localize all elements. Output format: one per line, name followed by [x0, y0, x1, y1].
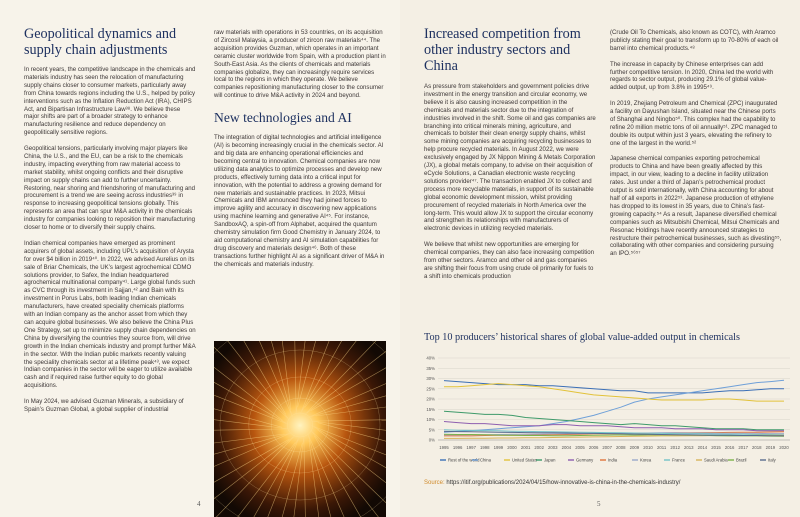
- y-tick-label: 15%: [426, 406, 435, 412]
- y-tick-label: 25%: [426, 386, 435, 392]
- paragraph: In 2019, Zhejiang Petroleum and Chemical (ZPC) inaugurated a facility on Dayushan Island, situated near the Chinese ports of Shanghai and Ningbo⁵⁰. This complex had the capability to refine 20 million metric tons of oil annually⁵¹. ZPC managed to double its output within just 3 years, elevating the refinery to one of the largest in the world.⁵²: [610, 100, 778, 147]
- y-tick-label: 20%: [426, 396, 435, 402]
- source-label: Source:: [424, 480, 445, 486]
- paragraph: In recent years, the competitive landscape in the chemicals and materials industry has seen the relocation of manufacturing supply chains closer to consumer markets, particularly away from China towards regions including the U.S., helped by policy interventions such as the Inflation Reduction Act (IRA), CHIPS Act, and Bipartisan Infrastructure Law³⁸. We believe these major shifts are part of a broader strategy to enhance manufacturing resilience and reduce dependency on geopolitically sensitive regions.: [24, 66, 196, 137]
- x-tick-label: 2010: [643, 445, 653, 450]
- x-tick-label: 2001: [520, 445, 531, 450]
- x-tick-label: 2019: [765, 445, 776, 450]
- x-tick-label: 2012: [670, 445, 680, 450]
- paragraph: Geopolitical tensions, particularly involving major players like China, the U.S., and the EU, can be a risk to the chemicals industry, impacting everything from raw material access to market stability, whilst ongoing conflicts and their disruptive impact on supply chains can add to further uncertainty. Restoring, near shoring and friendshoring of manufacturing and procurement is a trend we are seeing across industries³⁹ in response to increasing geopolitical tensions globally. This represents an area that can spur M&A activity in the chemicals industry for companies looking to reposition their manufacturing closer to home or to diversify their supply chains.: [24, 145, 196, 232]
- legend-label: China: [480, 457, 491, 463]
- y-tick-label: 5%: [428, 427, 435, 433]
- x-tick-label: 2011: [656, 445, 667, 450]
- y-tick-label: 30%: [426, 376, 435, 381]
- legend-label: France: [672, 457, 686, 463]
- x-tick-label: 1997: [466, 445, 476, 450]
- page-number: 5: [597, 500, 601, 508]
- x-tick-label: 2009: [629, 445, 640, 450]
- x-tick-label: 2013: [684, 445, 694, 450]
- digital-tunnel-photo: [214, 341, 386, 517]
- tunnel-illustration: [214, 341, 386, 517]
- source-url[interactable]: https://itif.org/publications/2024/04/15/how-innovative-is-china-in-the-chemicals-industry/: [446, 480, 681, 486]
- series-line: [444, 411, 784, 430]
- x-tick-label: 2014: [697, 445, 708, 450]
- legend-label: Rest of the world: [448, 457, 480, 463]
- legend-label: Italy: [768, 457, 776, 463]
- paragraph: In May 2024, we advised Guzman Minerals, a subsidiary of Spain’s Guzman Global, a global supplier of industrial: [24, 398, 184, 413]
- paragraph: Japanese chemical companies exporting petrochemical products to China and have been greatly affected by this impact, in our view, leading to a decline in facility utilization rates. Just under a third of Japan’s petrochemical product output is sold internationally, with China accounting for about half of all exports in 2022⁵³. Japanese production of ethylene has dropped to its lowest in 35 years, due to China’s fast-growing capacity.⁵⁴ As a result, Japanese diversified chemical companies such as Mitsubishi Chemical, Mitsui Chemicals and Resonac Holdings have recently announced strategies to restructure their petrochemical businesses, such as divesting⁵⁵, collaborating with other companies and considering pursuing an IPO.⁵⁶⁵⁷: [610, 155, 782, 258]
- legend-label: Japan: [544, 457, 556, 463]
- paragraph: raw materials with operations in 53 countries, on its acquisition of Zircosil Malaysia, a producer of zircon raw materials⁴⁴. The acquisition provides Guzman, which operates in an important ceramic cluster worldwide from Spain, with a production plant in South-East Asia. As the clients of chemicals and materials companies globalize, they can increasingly require services local to the regions in which they operate. We believe companies repositioning manufacturing closer to the consumer will continue to drive M&A activity in 2024 and beyond.: [214, 29, 386, 100]
- chart-canvas: [418, 350, 794, 478]
- legend-label: India: [608, 457, 618, 463]
- legend-label: Saudi Arabia: [704, 457, 728, 463]
- paragraph: The integration of digital technologies and artificial intelligence (AI) is becoming increasingly crucial in the chemicals sector. AI and big data are enhancing operational efficiencies and becoming central to innovation. Chemical companies are now utilizing data analytics to optimize processes and develop new products, effectively turning data into a critical input for innovation, with the potential to address a growing demand for new materials and sustainable practices. In 2023, Mitsui Chemicals and IBM announced they had joined forces to improve agility and accuracy in discovering new applications using machine learning and generative AI⁴⁵. For instance, SandboxAQ, a spin-off from Alphabet, acquired the quantum chemistry simulation firm Good Chemistry in January 2024, to aid computational chemistry and AI simulation capabilities for drug discovery and materials design⁴⁶. Both of these transactions further highlight AI as a significant driver of M&A in the chemicals and materials industry.: [214, 134, 385, 268]
- x-tick-label: 1996: [452, 445, 463, 450]
- middle-column: [214, 29, 386, 276]
- x-tick-label: 2007: [602, 445, 612, 450]
- x-tick-label: 1998: [480, 445, 490, 450]
- left-column: [24, 26, 196, 422]
- line-chart: [418, 350, 794, 478]
- section-heading-ai: New technologies and AI: [214, 110, 352, 126]
- legend-label: Brazil: [736, 457, 747, 463]
- x-tick-label: 2015: [711, 445, 721, 450]
- paragraph: The increase in capacity by Chinese enterprises can add further competitive tension. In 2020, China led the world with regards to sector output, producing 29.1% of global value-added output, up from 3.8% in 1995⁴⁹.: [610, 60, 774, 92]
- x-tick-label: 2008: [616, 445, 626, 450]
- chart-source: [424, 480, 680, 486]
- x-tick-label: 2003: [548, 445, 558, 450]
- x-tick-label: 2004: [561, 445, 572, 450]
- x-tick-label: 2018: [752, 445, 762, 450]
- legend-label: Germany: [576, 457, 594, 463]
- y-tick-label: 10%: [426, 417, 435, 422]
- right-column-2: [610, 29, 782, 266]
- x-tick-label: 2006: [588, 445, 599, 450]
- chart-title: Top 10 producers’ historical shares of global value-added output in chemicals: [424, 332, 740, 343]
- right-column-1: [424, 26, 596, 289]
- y-tick-label: 40%: [426, 355, 435, 361]
- x-tick-label: 1999: [493, 445, 504, 450]
- x-tick-label: 2020: [779, 445, 789, 450]
- legend-label: Korea: [640, 457, 652, 463]
- x-tick-label: 1995: [439, 445, 449, 450]
- series-line: [444, 381, 784, 393]
- x-tick-label: 2005: [575, 445, 585, 450]
- x-tick-label: 2000: [507, 445, 517, 450]
- page-number: 4: [197, 500, 201, 508]
- x-tick-label: 2016: [724, 445, 735, 450]
- paragraph: We believe that whilst new opportunities are emerging for chemical companies, they can also face increasing competition from other sectors. Aramco and other oil and gas companies are shifting their focus from using crude oil primarily for fuels to a shift into chemicals production: [424, 241, 595, 280]
- x-tick-label: 2017: [738, 445, 748, 450]
- y-tick-label: 0%: [428, 437, 435, 443]
- paragraph: As pressure from stakeholders and government policies drive investment in the energy transition and circular economy, we believe it is also causing increased competition in the chemicals and materials sector due to the integration of industries involved in the shift. Some oil and gas companies are branching into critical minerals mining, agriculture, and chemicals to bolster their clean energy supply chains, whilst some mining companies are acquiring recycling businesses to help procure recycled materials. In August 2022, we were exclusively engaged by JX Nippon Mining & Metals Corporation (JX), a global metals company, to advise on their acquisition of eCycle Solutions, a Canadian electronic waste recycling solutions provider⁴⁷. The transaction enabled JX to collect and process more recyclable materials, in support of its sustainable global economic development mission, whilst providing procurement of recycled materials in North America over the long-term. This would allow JX to support the circular economy and strengthen its relationships with manufacturers of electronic devices in utilizing recycled materials.: [424, 83, 596, 233]
- paragraph: (Crude Oil To Chemicals, also known as COTC), with Aramco publicly stating their goal to transform up to 70-80% of each oil barrel into chemical products.⁴⁸: [610, 29, 779, 52]
- paragraph: Indian chemical companies have emerged as prominent acquirers of global assets, including UPL’s acquisition of Arysta for over $4 billion in 2019⁴⁰. In 2022, we advised Aurelius on its sale of Briar Chemicals, the UK’s largest agrochemical CDMO solutions provider, to Safex, the Indian headquartered agrochemical multinational company⁴¹. Large global funds such as CVC through its investment in Sajjan,⁴² and Bain with its investment in Porus Labs, both leading Indian chemicals manufacturers, have created speciality chemicals platforms with an Indian company as the anchor asset from which they can acquire global businesses. We also believe the China Plus One Strategy, set up to minimize supply chain dependencies on China by diversifying the countries they source from, will drive growth in the Indian chemicals industry and prompt further M&A in the sector. With the Indian public markets recently valuing the speciality chemicals sector at a lifetime peak⁴³, we expect Indian companies in the sector will be eager to utilize available cash and if required raise further equity to do global acquisitions.: [24, 239, 196, 390]
- x-tick-label: 2002: [534, 445, 544, 450]
- section-heading-competition: Increased competition from other industry sectors and China: [424, 26, 581, 74]
- y-tick-label: 35%: [426, 365, 435, 371]
- legend-label: United States: [512, 457, 538, 463]
- section-heading-geopolitical: Geopolitical dynamics and supply chain adjustments: [24, 26, 177, 58]
